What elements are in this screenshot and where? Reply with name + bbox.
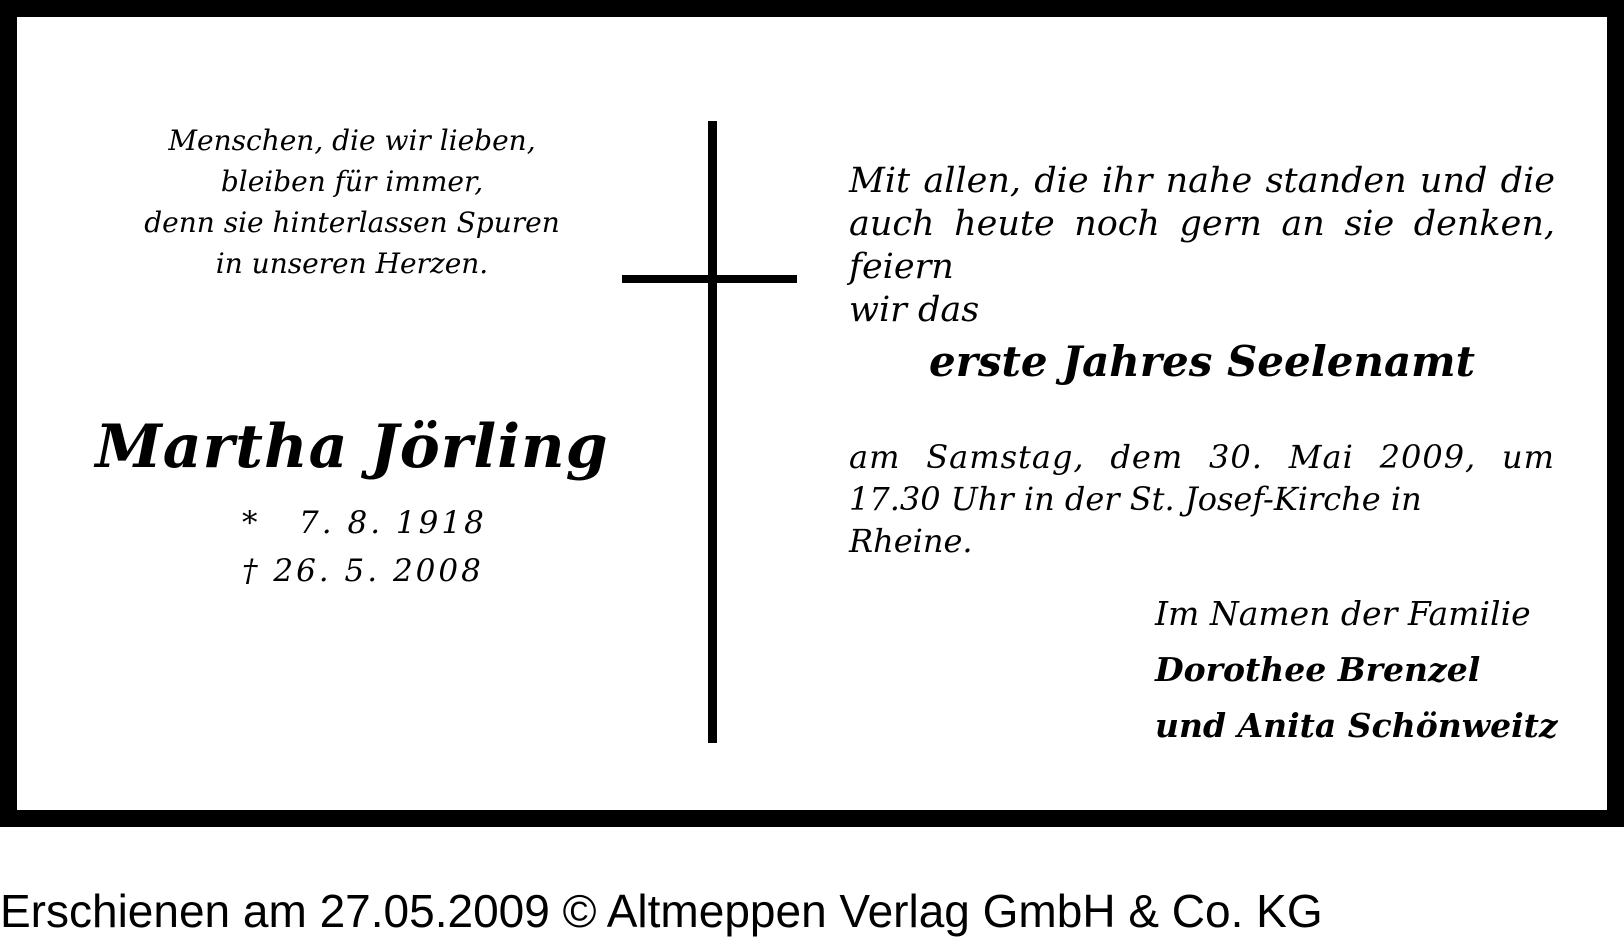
memorial-motto xyxy=(77,120,627,284)
death-date: † 26. 5. 2008 xyxy=(242,553,484,589)
mass-details xyxy=(849,436,1555,562)
cross-vertical-beam xyxy=(708,121,717,743)
motto-line: in unseren Herzen. xyxy=(215,247,489,280)
cross-horizontal-beam xyxy=(622,275,797,283)
motto-line: denn sie hinterlassen Spuren xyxy=(144,206,560,239)
signoff-intro: Im Namen der Familie xyxy=(1155,594,1531,633)
intro-line: auch heute noch gern an sie denken, feiern xyxy=(849,204,1555,287)
detail-line: 17.30 Uhr in der St. Josef-Kirche in Rheine. xyxy=(849,480,1422,560)
family-name: und Anita Schönweitz xyxy=(1155,706,1558,745)
intro-line: Mit allen, die ihr nahe standen und die xyxy=(849,161,1555,201)
deceased-name: Martha Jörling xyxy=(95,412,609,482)
family-name: Dorothee Brenzel xyxy=(1155,650,1481,689)
mass-title: erste Jahres Seelenamt xyxy=(928,337,1476,386)
intro-line: wir das xyxy=(849,290,980,330)
announcement-intro xyxy=(849,160,1555,332)
detail-line: am Samstag, dem 30. Mai 2009, um xyxy=(849,438,1555,476)
motto-line: Menschen, die wir lieben, xyxy=(168,124,536,157)
birth-date: * 7. 8. 1918 xyxy=(242,505,487,541)
publication-footer: Erschienen am 27.05.2009 © Altmeppen Verlag GmbH & Co. KG xyxy=(0,885,1323,937)
motto-line: bleiben für immer, xyxy=(220,165,484,198)
